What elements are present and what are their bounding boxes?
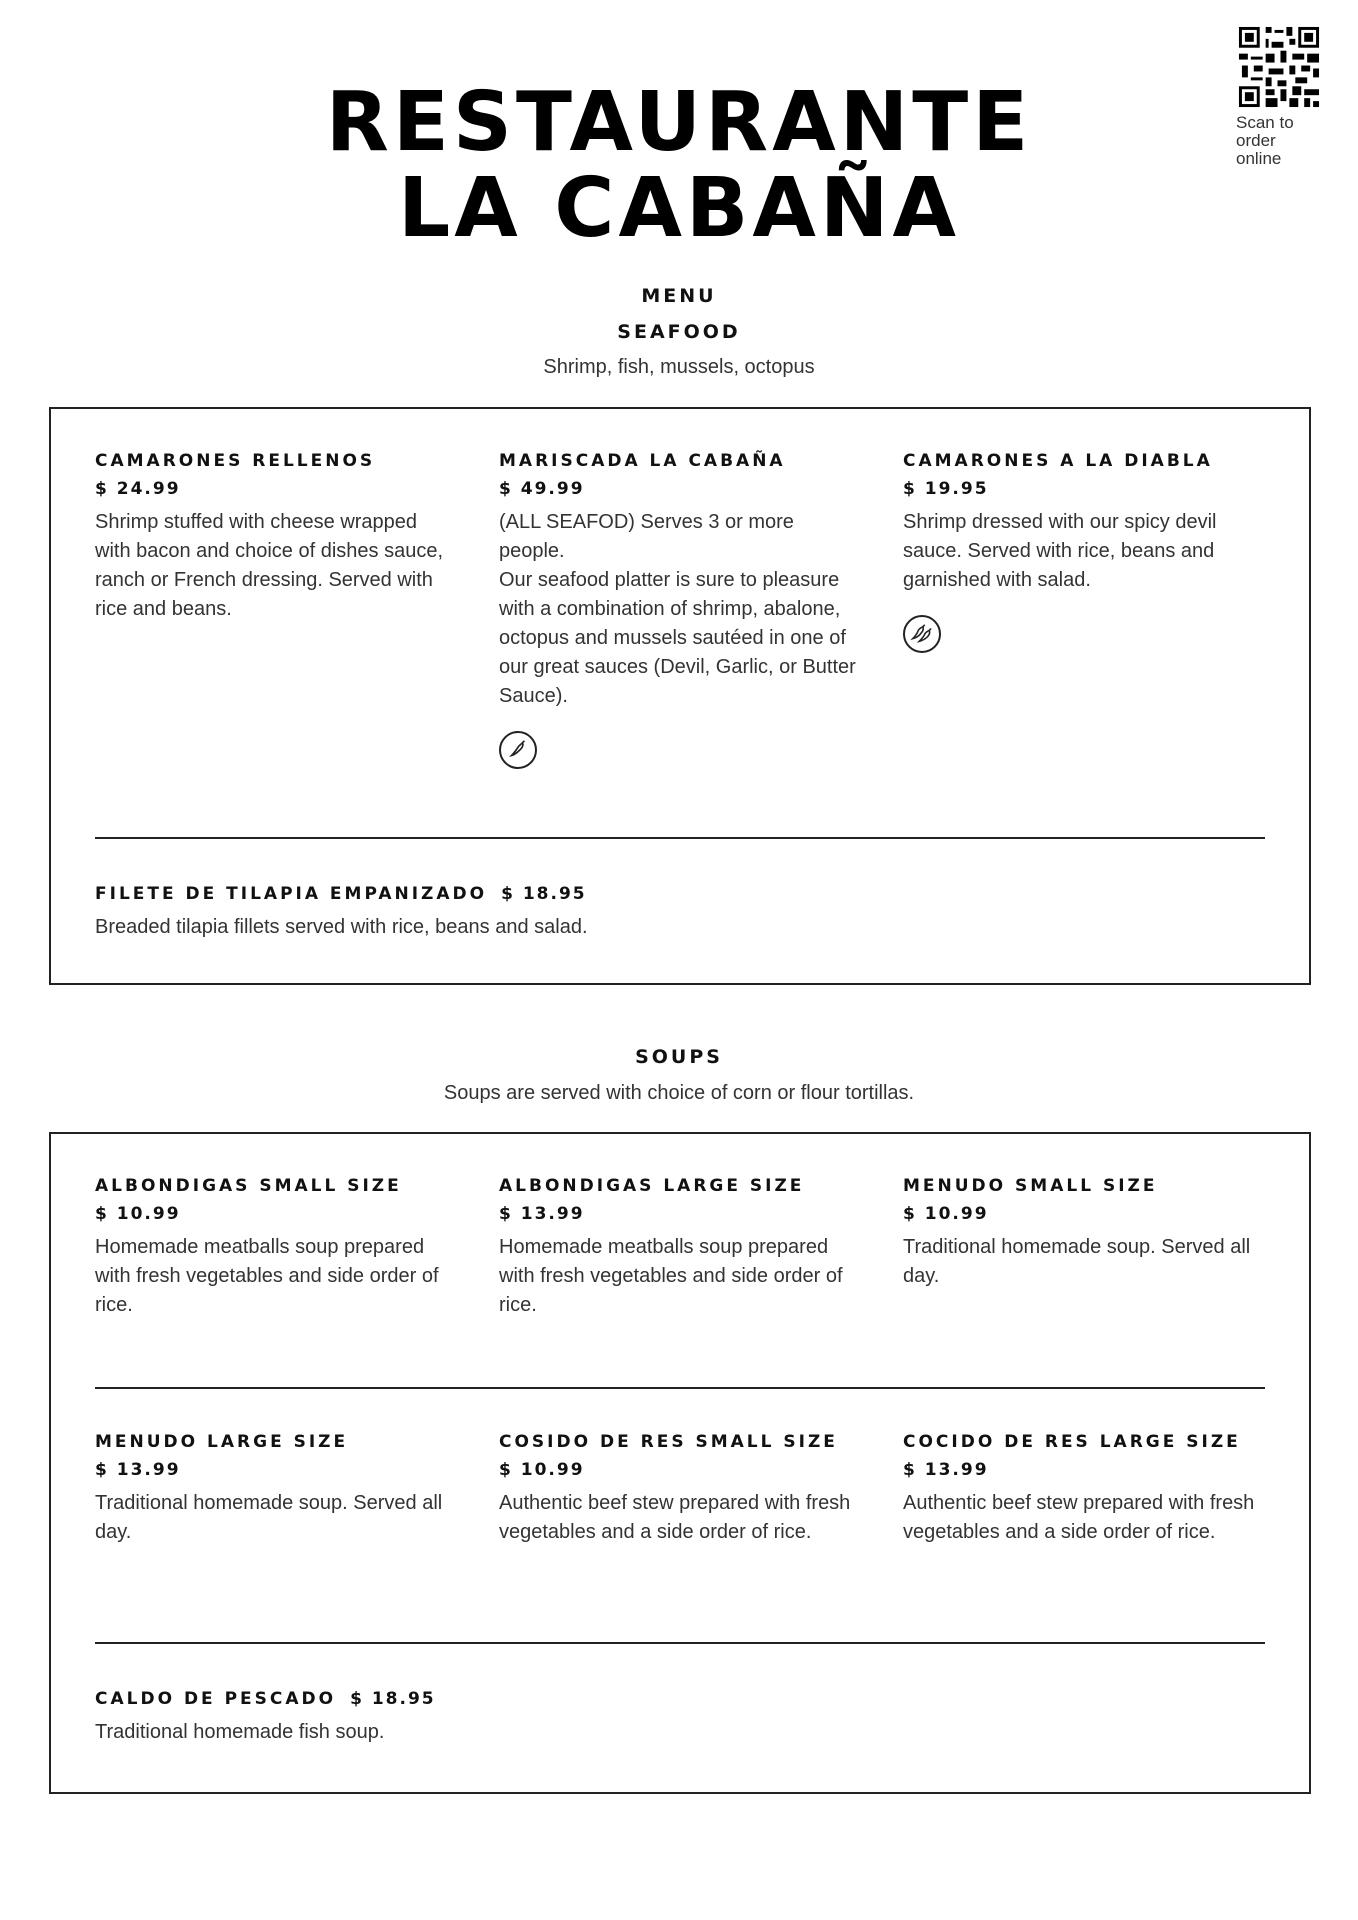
menu-item bbox=[95, 1686, 436, 1747]
item-price: $ 13.99 bbox=[499, 1204, 585, 1224]
menu-item bbox=[95, 1430, 455, 1547]
seafood-subtitle: Shrimp, fish, mussels, octopus bbox=[543, 356, 815, 378]
item-name: CALDO DE PESCADO bbox=[95, 1689, 337, 1709]
qr-code-block[interactable] bbox=[1236, 24, 1328, 168]
menu-item bbox=[95, 881, 588, 942]
chili-pepper-icon bbox=[499, 731, 537, 769]
divider bbox=[95, 1642, 1265, 1644]
item-price: $ 19.95 bbox=[903, 479, 989, 499]
item-name: COCIDO DE RES LARGE SIZE bbox=[903, 1432, 1241, 1452]
item-description: (ALL SEAFOD) Serves 3 or more people. Our seafood platter is sure to pleasure with a combination of shrimp, abalone, octopus and mussels sautéed in one of our great sauces (Devil, Garlic, or Butter Sauce). bbox=[499, 511, 856, 707]
item-name: ALBONDIGAS LARGE SIZE bbox=[499, 1176, 805, 1196]
qr-caption: Scan to order online bbox=[1236, 113, 1294, 168]
menu-item bbox=[95, 1174, 455, 1320]
divider bbox=[95, 1387, 1265, 1389]
soups-subtitle: Soups are served with choice of corn or flour tortillas. bbox=[443, 1082, 915, 1104]
seafood-section bbox=[49, 407, 1311, 985]
menu-item bbox=[499, 1430, 859, 1547]
item-name: CAMARONES A LA DIABLA bbox=[903, 451, 1213, 471]
divider bbox=[95, 837, 1265, 839]
item-price: $ 13.99 bbox=[903, 1460, 989, 1480]
seafood-heading: SEAFOOD bbox=[617, 321, 741, 343]
title-line-1: RESTAURANTE bbox=[325, 75, 1033, 170]
item-name: MENUDO LARGE SIZE bbox=[95, 1432, 349, 1452]
soups-section bbox=[49, 1132, 1311, 1794]
item-price: $ 13.99 bbox=[95, 1460, 181, 1480]
item-name: MENUDO SMALL SIZE bbox=[903, 1176, 1158, 1196]
item-description: Shrimp stuffed with cheese wrapped with bacon and choice of dishes sauce, ranch or French dressing. Served with rice and beans. bbox=[95, 511, 443, 620]
menu-item bbox=[903, 1174, 1263, 1291]
item-description: Traditional homemade soup. Served all day. bbox=[903, 1236, 1251, 1287]
item-price: $ 10.99 bbox=[95, 1204, 181, 1224]
menu-item bbox=[499, 1174, 859, 1320]
item-description: Breaded tilapia fillets served with rice, beans and salad. bbox=[95, 916, 588, 938]
item-price: $ 18.95 bbox=[350, 1689, 436, 1709]
item-price: $ 24.99 bbox=[95, 479, 181, 499]
title-line-2: LA CABAÑA bbox=[398, 161, 960, 256]
menu-label: MENU bbox=[641, 285, 717, 307]
menu-item bbox=[95, 449, 455, 624]
menu-item bbox=[903, 1430, 1263, 1547]
item-price: $ 49.99 bbox=[499, 479, 585, 499]
item-description: Shrimp dressed with our spicy devil sauce. Served with rice, beans and garnished with salad. bbox=[903, 511, 1217, 591]
item-price: $ 18.95 bbox=[501, 884, 587, 904]
two-chili-peppers-icon bbox=[903, 615, 941, 653]
item-description: Homemade meatballs soup prepared with fresh vegetables and side order of rice. bbox=[95, 1236, 439, 1316]
soups-heading: SOUPS bbox=[635, 1046, 723, 1068]
item-name: COSIDO DE RES SMALL SIZE bbox=[499, 1432, 838, 1452]
item-name: ALBONDIGAS SMALL SIZE bbox=[95, 1176, 402, 1196]
item-price: $ 10.99 bbox=[499, 1460, 585, 1480]
restaurant-title bbox=[0, 75, 1358, 256]
item-name: MARISCADA LA CABAÑA bbox=[499, 451, 786, 471]
menu-item bbox=[903, 449, 1263, 653]
menu-item bbox=[499, 449, 859, 769]
item-description: Traditional homemade fish soup. bbox=[95, 1721, 385, 1743]
item-name: FILETE DE TILAPIA EMPANIZADO bbox=[95, 884, 488, 904]
item-description: Authentic beef stew prepared with fresh vegetables and a side order of rice. bbox=[903, 1492, 1255, 1543]
item-name: CAMARONES RELLENOS bbox=[95, 451, 376, 471]
qr-code-icon[interactable] bbox=[1236, 24, 1322, 110]
item-description: Homemade meatballs soup prepared with fresh vegetables and side order of rice. bbox=[499, 1236, 843, 1316]
item-price: $ 10.99 bbox=[903, 1204, 989, 1224]
item-description: Authentic beef stew prepared with fresh vegetables and a side order of rice. bbox=[499, 1492, 851, 1543]
item-description: Traditional homemade soup. Served all day. bbox=[95, 1492, 443, 1543]
